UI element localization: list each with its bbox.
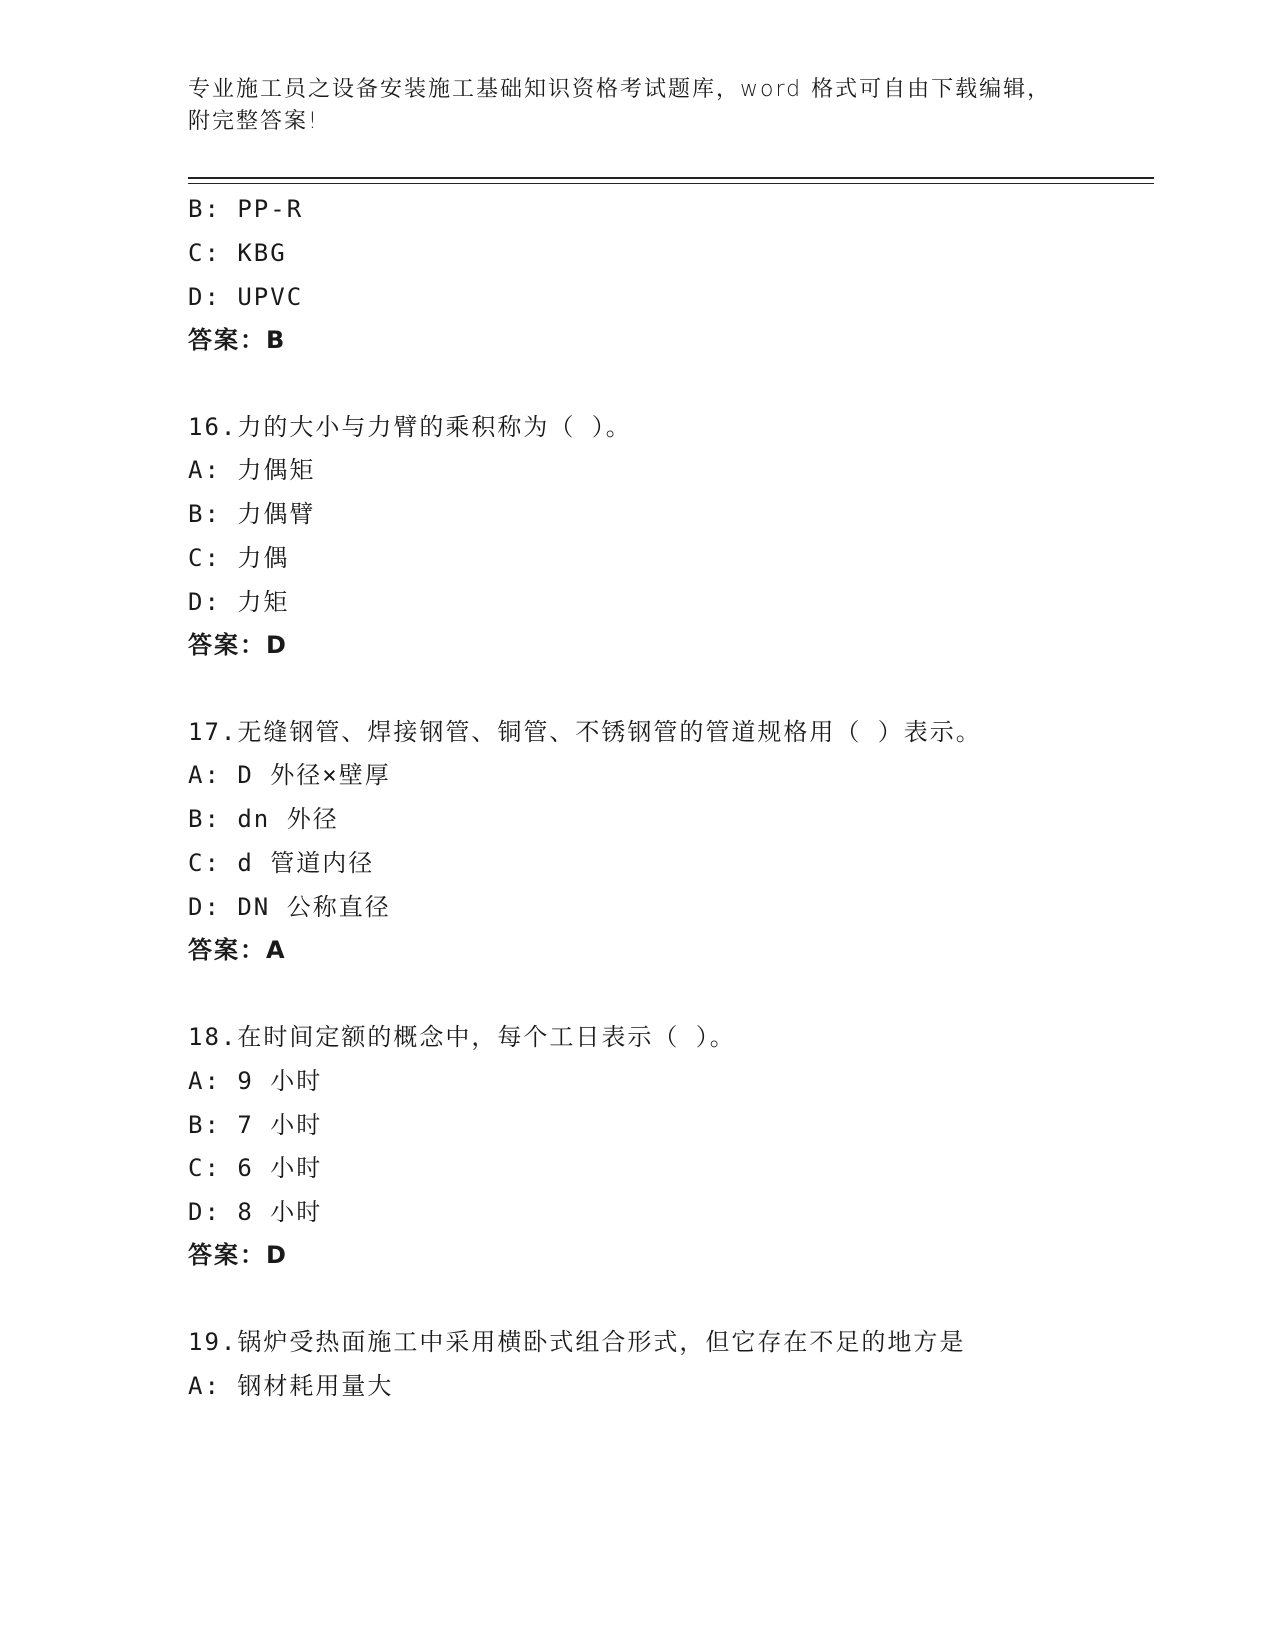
q15-answer: 答案：B: [188, 326, 287, 354]
header-divider-thick: [188, 177, 1154, 179]
q18-option-c: C: 6 小时: [188, 1154, 323, 1182]
q19-stem: 19.锅炉受热面施工中采用横卧式组合形式，但它存在不足的地方是: [188, 1328, 966, 1356]
q17-answer: 答案：A: [188, 936, 287, 964]
document-header: [188, 74, 1068, 138]
q15-option-b: B: PP-R: [188, 195, 304, 223]
q16-option-c: C: 力偶: [188, 544, 290, 572]
q16-stem: 16.力的大小与力臂的乘积称为（ ）。: [188, 413, 632, 441]
header-line-1: 专业施工员之设备安装施工基础知识资格考试题库，word 格式可自由下载编辑，: [188, 77, 1052, 102]
header-line-2: 附完整答案!: [188, 109, 319, 134]
q15-option-c: C: KBG: [188, 239, 287, 267]
q19-option-a: A: 钢材耗用量大: [188, 1372, 394, 1400]
q18-option-b: B: 7 小时: [188, 1111, 323, 1139]
q17-option-c: C: d 管道内径: [188, 849, 375, 877]
q16-option-d: D: 力矩: [188, 588, 290, 616]
q18-option-a: A: 9 小时: [188, 1067, 323, 1095]
q15-option-d: D: UPVC: [188, 283, 304, 311]
q18-option-d: D: 8 小时: [188, 1198, 323, 1226]
q18-stem: 18.在时间定额的概念中，每个工日表示（ ）。: [188, 1023, 736, 1051]
q17-option-b: B: dn 外径: [188, 805, 339, 833]
q18-answer: 答案：D: [188, 1241, 288, 1269]
q17-option-d: D: DN 公称直径: [188, 893, 391, 921]
header-divider-thin: [188, 183, 1154, 184]
q17-option-a: A: D 外径×壁厚: [188, 761, 391, 789]
q16-option-b: B: 力偶臂: [188, 500, 316, 528]
q17-stem: 17.无缝钢管、焊接钢管、铜管、不锈钢管的管道规格用（ ）表示。: [188, 718, 982, 746]
q16-answer: 答案：D: [188, 631, 288, 659]
q16-option-a: A: 力偶矩: [188, 456, 316, 484]
